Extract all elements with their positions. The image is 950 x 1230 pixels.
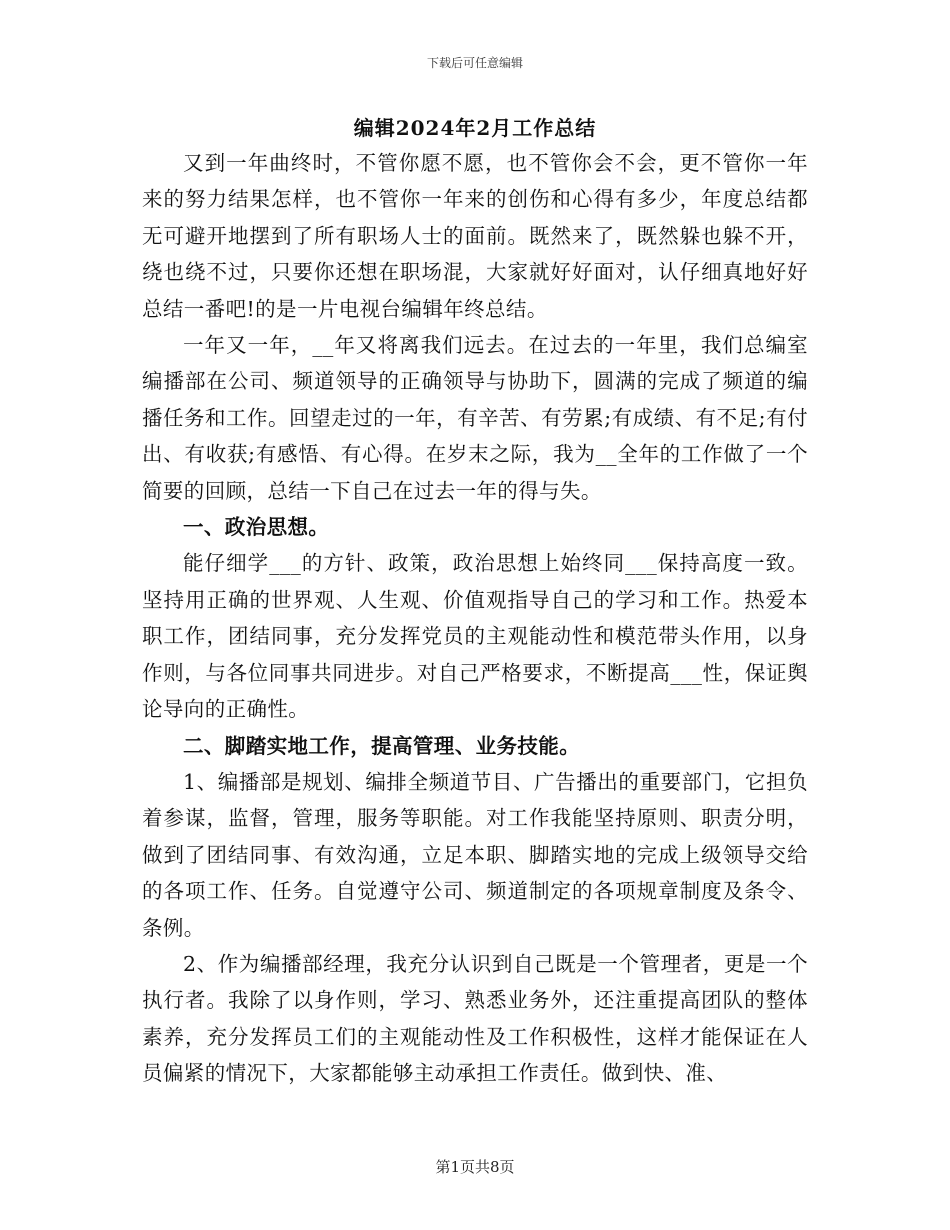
section-heading-politics: 一、政治思想。 [183, 515, 330, 540]
header-note: 下载后可任意编辑 [426, 56, 523, 70]
paragraph-work-2: 2、作为编播部经理，我充分认识到自己既是一个管理者，更是一个执行者。我除了以身作则，学习、熟悉业务外，还注重提高团队的整体素养，充分发挥员工们的主观能动性及工作积极性，这样才能保证在人员偏紧的情况下，大家都能够主动承担工作责任。做到快、准、 [142, 951, 808, 1086]
page-footer: 第1页共8页 [435, 1158, 515, 1176]
paragraph-politics: 能仔细学___的方针、政策，政治思想上始终同___保持高度一致。坚持用正确的世界观、人生观、价值观指导自己的学习和工作。热爱本职工作，团结同事，充分发挥党员的主观能动性和模范带头作用，以身作则，与各位同事共同进步。对自己严格要求，不断提高___性，保证舆论导向的正确性。 [142, 551, 808, 722]
document-title: 编辑2024年2月工作总结 [353, 116, 597, 140]
paragraph-intro: 又到一年曲终时，不管你愿不愿，也不管你会不会，更不管你一年来的努力结果怎样，也不管你一年来的创伤和心得有多少，年度总结都无可避开地摆到了所有职场人士的面前。既然来了，既然躲也躲不开，绕也绕不过，只要你还想在职场混，大家就好好面对，认仔细真地好好总结一番吧!的是一片电视台编辑年终总结。 [142, 151, 808, 321]
paragraph-review: 一年又一年，__年又将离我们远去。在过去的一年里，我们总编室编播部在公司、频道领导的正确领导与协助下，圆满的完成了频道的编播任务和工作。回望走过的一年，有辛苦、有劳累;有成绩、有不足;有付出、有收获;有感悟、有心得。在岁末之际，我为__全年的工作做了一个简要的回顾，总结一下自己在过去一年的得与失。 [142, 333, 808, 503]
paragraph-work-1: 1、编播部是规划、编排全频道节目、广告播出的重要部门，它担负着参谋，监督，管理，服务等职能。对工作我能坚持原则、职责分明，做到了团结同事、有效沟通，立足本职、脚踏实地的完成上级领导交给的各项工作、任务。自觉遵守公司、频道制定的各项规章制度及条令、条例。 [142, 769, 808, 940]
document-body [142, 145, 808, 1092]
section-heading-work: 二、脚踏实地工作，提高管理、业务技能。 [183, 733, 581, 758]
